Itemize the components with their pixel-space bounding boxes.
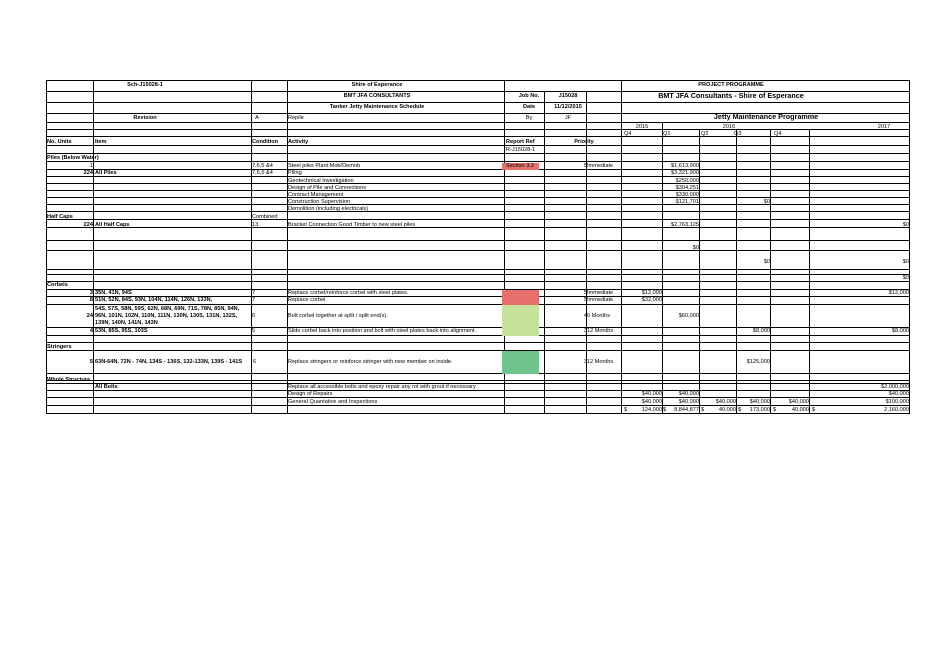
year-2017: 2017: [877, 124, 891, 130]
total-q3: 173,000: [749, 407, 770, 413]
corb4-q3: $8,000: [752, 328, 770, 334]
grid-hline: [46, 204, 910, 205]
piles1-activity: Steel piles Plant Mob/Demob: [288, 163, 361, 169]
total-q1-currency: $: [663, 407, 667, 413]
quarter-q4-2016: Q4: [774, 131, 782, 137]
whole1-item: All Bolts: [95, 384, 118, 390]
corb2-item: 51N, 52N, 84S, 93N, 104N, 114N, 126N, 133N,: [95, 297, 213, 303]
programme-subtitle: BMT JFA Consultants - Shire of Esperance: [658, 91, 804, 100]
section-piles: Piles (Below Water): [47, 155, 99, 161]
date-label: Date: [522, 104, 536, 110]
piles2-activity: Piling: [288, 170, 302, 176]
grid-hline: [46, 240, 910, 241]
corb4-priority-text: 12 Months: [587, 328, 614, 334]
job-no-label: Job No.: [518, 93, 540, 99]
half2-2017: $0: [902, 222, 909, 228]
total-q4: 124,000: [641, 407, 662, 413]
str1-units: 5: [89, 359, 93, 365]
corb4-2017: $8,000: [891, 328, 909, 334]
grid-vline: [93, 80, 94, 413]
whole1-2017: $2,000,000: [881, 384, 909, 390]
half2-condition: 13: [252, 222, 259, 228]
whole2-q4: $40,000: [641, 391, 662, 397]
str1-q3: $125,000: [746, 359, 770, 365]
grid-vline: [909, 80, 910, 413]
by-label: By: [525, 115, 533, 121]
corb3-q1: $60,000: [678, 313, 699, 319]
priority-cell-light-green: [502, 305, 539, 328]
programme-title: PROJECT PROGRAMME: [698, 82, 764, 88]
corb2-activity: Replace corbel.: [288, 297, 327, 303]
corb3-priority-num: 4: [583, 313, 587, 319]
whole3-activity: General Quantative and Inspections: [288, 399, 378, 405]
whole2-q1: $40,000: [678, 391, 699, 397]
piles2-condition: 7,6,5 &4: [252, 170, 273, 176]
grid-vline: [736, 129, 737, 413]
grid-hline: [46, 342, 910, 343]
grid-hline: [46, 211, 910, 212]
whole2-activity: Design of Repairs: [288, 391, 333, 397]
col-activity: Activity: [288, 139, 309, 145]
grid-hline: [46, 397, 910, 398]
half2-units: 224: [83, 222, 93, 228]
quarter-q2: Q2: [701, 131, 709, 137]
half1-condition: Combined: [252, 214, 278, 220]
quarter-q1: Q1: [663, 131, 671, 137]
maintenance-schedule-sheet: [46, 80, 910, 416]
whole3-q3: $40,000: [749, 399, 770, 405]
str1-priority-text: 12 Months: [587, 359, 614, 365]
corb1-units: 3: [89, 290, 93, 296]
corb1-priority-text: Immediate: [587, 290, 614, 296]
half-zero-1: $0: [692, 245, 699, 251]
total-q2: 40,000: [718, 407, 736, 413]
corb2-q4: $32,000: [641, 297, 662, 303]
grid-vline: [770, 129, 771, 413]
grid-vline: [809, 129, 810, 413]
priority-cell-green: [502, 351, 539, 374]
grid-hline: [46, 183, 910, 184]
str1-condition: 6: [253, 359, 257, 365]
total-q3-currency: $: [738, 407, 742, 413]
grid-hline: [46, 390, 910, 391]
piles6-activity: Construction Supervision: [288, 199, 351, 205]
half-zero-2: $0: [763, 259, 770, 265]
revision-label: Revision: [133, 115, 157, 121]
grid-hline: [46, 350, 910, 351]
piles3-activity: Geotechnical Investigation: [288, 178, 354, 184]
grid-hline: [46, 373, 910, 374]
total-q2-currency: $: [701, 407, 705, 413]
whole3-2017: $100,000: [885, 399, 909, 405]
col-report-ref: Report Ref: [506, 139, 535, 145]
grid-hline: [46, 383, 910, 384]
piles1-priority-num: 5: [583, 163, 587, 169]
whole3-q4: $40,000: [641, 399, 662, 405]
revision-value: A: [255, 115, 259, 121]
document-title: Tanker Jetty Maintenance Schedule: [329, 104, 425, 110]
piles6-q1: $121,701: [675, 199, 699, 205]
piles4-activity: Design of Pile and Connections: [288, 185, 367, 191]
half2-item: All Half Caps: [95, 222, 130, 228]
half-zero-4: $0: [902, 275, 909, 281]
corb1-item: 35N, 41N, 94S: [95, 290, 132, 296]
grid-hline: [46, 413, 910, 414]
consultant-name: BMT JFA CONSULTANTS: [343, 93, 411, 99]
grid-hline: [46, 327, 910, 328]
corb1-priority-num: 5: [583, 290, 587, 296]
half-zero-3: $0: [902, 259, 909, 265]
priority-cell-red: [502, 290, 539, 297]
grid-hline: [46, 122, 910, 123]
year-2015: 2015: [635, 124, 649, 130]
grid-hline: [46, 80, 910, 81]
grid-vline: [662, 122, 663, 413]
section-corbels: Corbels: [47, 282, 68, 288]
col-item: Item: [95, 139, 107, 145]
piles5-q1: $330,000: [675, 192, 699, 198]
date-value: 11/12/2015: [554, 104, 582, 110]
grid-vline: [544, 91, 545, 413]
priority-cell-red: [502, 297, 539, 305]
grid-vline: [699, 129, 700, 413]
corb4-condition: 5: [252, 328, 256, 334]
piles1-priority-text: Immediate: [587, 163, 614, 169]
str1-priority-num: 3: [583, 359, 587, 365]
piles1-condition: 7,6,5 &4: [252, 163, 273, 169]
piles4-q1: $304,251: [675, 185, 699, 191]
corb1-activity: Replace corbel/reinforce corbel with steel plates.: [288, 290, 409, 296]
quarter-q3: Q3: [734, 131, 742, 137]
revision-description: Repile: [288, 115, 304, 121]
total-2017: 2,160,000: [884, 407, 909, 413]
client-name: Shire of Esperance: [351, 82, 403, 88]
total-q1: 8,844,877: [674, 407, 699, 413]
section-half-caps: Half Caps: [47, 214, 73, 220]
grid-hline: [46, 102, 910, 103]
grid-hline: [46, 335, 910, 336]
corb1-q4: $12,000: [641, 290, 662, 296]
grid-hline: [46, 153, 910, 154]
corb1-2017: $12,000: [888, 290, 909, 296]
quarter-q4-2015: Q4: [624, 131, 632, 137]
piles2-q1: $3,321,900: [671, 170, 699, 176]
col-no-units: No. Units: [47, 139, 72, 145]
piles6-q3: $0: [763, 199, 770, 205]
grid-hline: [46, 145, 910, 146]
grid-hline: [46, 289, 910, 290]
by-value: JF: [564, 115, 572, 121]
grid-hline: [46, 227, 910, 228]
piles7-activity: Demolition (including electricals): [288, 206, 369, 212]
schedule-id: Sch-J15028-1: [127, 82, 163, 88]
str1-activity: Replace stringers or reinforce stringer with new member on inside.: [288, 359, 453, 365]
corb2-condition: 7: [252, 297, 256, 303]
grid-vline: [621, 80, 622, 413]
grid-hline: [46, 219, 910, 220]
grid-hline: [46, 169, 910, 170]
piles2-units: 224: [83, 170, 93, 176]
grid-vline: [251, 80, 252, 413]
grid-hline: [46, 380, 910, 381]
whole2-2017: $40,000: [888, 391, 909, 397]
grid-hline: [46, 281, 910, 282]
section-whole-structure: Whole Structure: [47, 377, 91, 383]
piles5-activity: Contract Management: [288, 192, 344, 198]
whole3-q4b: $40,000: [788, 399, 809, 405]
corb3-condition: 6: [252, 313, 256, 319]
corb2-priority-text: Immediate: [587, 297, 614, 303]
corb2-priority-num: 5: [583, 297, 587, 303]
whole3-q1: $40,000: [678, 399, 699, 405]
str1-item: 63N-64N, 72N - 74N, 134S - 136S, 132-133N, 139S - 141S: [95, 359, 243, 365]
job-no-value: J15028: [558, 93, 578, 99]
piles3-q1: $250,000: [675, 178, 699, 184]
corb3-item-line2: 96N, 101N, 102N, 110N, 111N, 130N, 130S, 131N, 132S,: [95, 313, 238, 319]
piles2-item: All Piles: [95, 170, 117, 176]
corb4-activity: Slide corbel back into position and bolt with steel plates back into alignment.: [288, 328, 477, 334]
grid-hline: [46, 190, 910, 191]
priority-cell-light-green: [502, 328, 539, 336]
report-ref-value: R-J15028-1: [506, 147, 536, 153]
grid-hline: [46, 176, 910, 177]
total-q4-currency: $: [624, 407, 628, 413]
grid-vline: [46, 80, 47, 413]
total-2017-currency: $: [812, 407, 816, 413]
grid-hline: [46, 129, 910, 130]
corb1-condition: 7: [252, 290, 256, 296]
whole3-q2: $40,000: [715, 399, 736, 405]
grid-hline: [46, 405, 910, 406]
col-priority: Priority: [574, 139, 594, 145]
half2-q1: $2,763,125: [671, 222, 699, 228]
total-q4b: 40,000: [791, 407, 809, 413]
total-q4b-currency: $: [773, 407, 777, 413]
corb4-priority-num: 3: [583, 328, 587, 334]
piles1-q1: $1,613,900: [671, 163, 699, 169]
piles1-ref: Section 3.2: [506, 163, 534, 169]
corb3-priority-text: 6 Months: [587, 313, 611, 319]
corb3-item-line3: 139N, 140N, 141N, 143N: [95, 320, 158, 326]
year-2016: 2016: [722, 124, 736, 130]
programme-name: Jetty Maintenance Programme: [713, 112, 819, 121]
corb3-activity: Bolt corbel together at split / split end(s).: [288, 313, 388, 319]
grid-hline: [46, 274, 910, 275]
half2-activity: Bracket Connection Good Timber to new steel piles: [288, 222, 416, 228]
grid-hline: [46, 269, 910, 270]
corb2-units: 8: [89, 297, 93, 303]
piles1-units: 1: [89, 163, 93, 169]
whole1-activity: Replace all accessible bolts and epoxy repair any rot with grout if necessary: [288, 384, 476, 390]
col-condition: Condition: [252, 139, 279, 145]
section-stringers: Stringers: [47, 344, 72, 350]
corb3-item-line1: 54S, 57S, 58N, 59S, 62N, 68N, 69N, 71S, 78N, 85N, 94N,: [95, 306, 240, 312]
grid-hline: [46, 304, 910, 305]
grid-hline: [46, 161, 910, 162]
grid-hline: [46, 197, 910, 198]
corb3-units: 24: [86, 313, 93, 319]
corb4-units: 4: [89, 328, 93, 334]
grid-hline: [46, 250, 910, 251]
corb4-item: 53N, 85S, 95S, 103S: [95, 328, 148, 334]
